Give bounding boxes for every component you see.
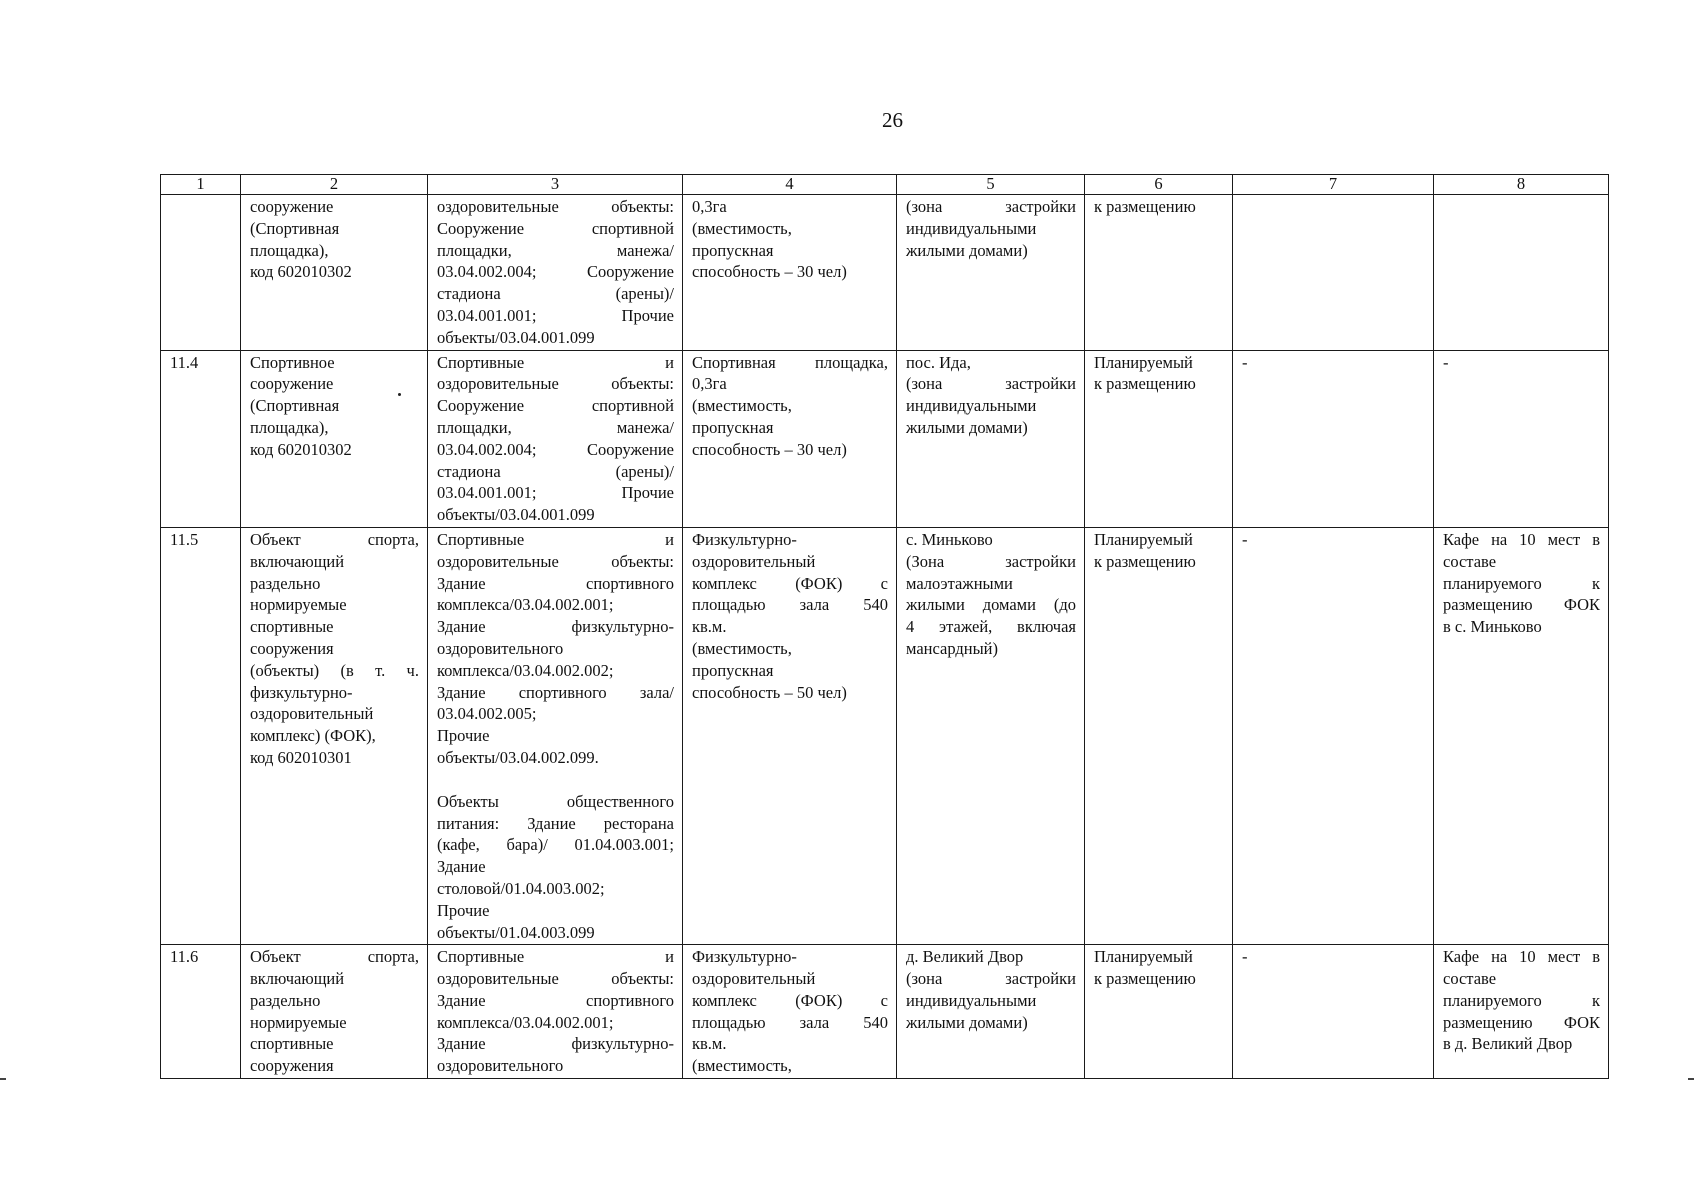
cell-line: объекты/03.04.001.099 xyxy=(437,327,595,347)
cell-word: к xyxy=(1591,990,1600,1010)
table-row xyxy=(161,195,1609,351)
cell-word: включая xyxy=(1017,617,1076,637)
cell-word: и xyxy=(665,947,674,967)
cell-line: (вместимость, xyxy=(692,638,792,658)
location-cell xyxy=(897,195,1085,351)
cell-word: объекты: xyxy=(611,374,674,394)
cell-line xyxy=(437,946,674,968)
cell-word: застройки xyxy=(1005,197,1076,216)
cell-line xyxy=(437,395,674,417)
cell-line xyxy=(906,551,1076,573)
cell-word: питания: xyxy=(437,813,500,833)
object-name-cell xyxy=(241,350,428,527)
cell-word: (арены)/ xyxy=(615,284,674,304)
cell-line: кв.м. xyxy=(692,617,727,637)
cell-line: с. Миньково xyxy=(906,529,993,549)
cell-word: размещению xyxy=(1443,1012,1533,1032)
table-row xyxy=(161,350,1609,527)
cell-line xyxy=(906,373,1076,395)
cell-line: жилыми домами) xyxy=(906,240,1028,260)
cell-word: мест xyxy=(1547,947,1581,967)
cell-word: общественного xyxy=(566,791,674,811)
cell-word: (арены)/ xyxy=(615,461,674,481)
cell-line: оздоровительный xyxy=(250,704,374,724)
cell-line: Физкультурно- xyxy=(692,529,797,549)
cell-line xyxy=(437,283,674,305)
cell-line xyxy=(1443,573,1600,595)
cell-word: на xyxy=(1491,947,1508,967)
object-name-cell xyxy=(241,195,428,351)
cell-word: Объект xyxy=(250,947,301,967)
cell-word: 01.04.003.001; xyxy=(574,835,674,855)
cell-line xyxy=(437,461,674,483)
blank-line xyxy=(437,769,674,791)
classification-cell xyxy=(428,945,683,1079)
classification-cell xyxy=(428,195,683,351)
cell-word: на xyxy=(1491,529,1508,549)
location-cell xyxy=(897,350,1085,527)
cell-line: оздоровительный xyxy=(692,969,816,989)
cell-word: (в xyxy=(340,660,354,680)
cell-word: (ФОК) xyxy=(795,573,843,593)
cell-word: спортивной xyxy=(591,218,674,238)
cell-line xyxy=(250,529,419,551)
cell-word: Кафе xyxy=(1443,947,1480,967)
column-number-7: 7 xyxy=(1233,175,1434,195)
cell-line: (вместимость, xyxy=(692,1056,792,1076)
cell-line xyxy=(437,373,674,395)
scan-edge-mark xyxy=(1688,1078,1694,1080)
column-number-4: 4 xyxy=(683,175,897,195)
cell-word: оздоровительные xyxy=(437,551,559,571)
cell-word: оздоровительные xyxy=(437,197,559,216)
column-number-row xyxy=(161,175,1609,195)
cell-word: ФОК xyxy=(1563,595,1600,615)
cell-line: объекты/01.04.003.099 xyxy=(437,922,595,942)
cell-word: 03.04.001.001; xyxy=(437,305,537,325)
scan-speck xyxy=(398,393,401,396)
cell-word: 540 xyxy=(863,1012,888,1032)
cell-word: Сооружение xyxy=(437,218,525,238)
cell-line: Спортивное xyxy=(250,352,335,372)
cell-line: способность – 50 чел) xyxy=(692,682,847,702)
cell-line xyxy=(437,305,674,327)
cell-line: пропускная xyxy=(692,660,774,680)
scan-edge-mark xyxy=(0,1078,6,1080)
cell-line xyxy=(906,968,1076,990)
cell-word: 03.04.002.004; xyxy=(437,262,537,282)
cell-word: жилыми xyxy=(906,595,965,615)
cell-word: (Зона xyxy=(906,551,945,571)
cell-line xyxy=(437,791,674,813)
row-number xyxy=(161,195,241,351)
column-number-2: 2 xyxy=(241,175,428,195)
cell-line: в д. Великий Двор xyxy=(1443,1034,1573,1054)
location-cell xyxy=(897,527,1085,944)
cell-word: Прочие xyxy=(621,305,674,325)
cell-line: спортивные xyxy=(250,617,334,637)
cell-line: код 602010302 xyxy=(250,439,352,459)
cell-line: Прочие xyxy=(437,726,490,746)
table-row xyxy=(161,527,1609,944)
cell-line: пос. Ида, xyxy=(906,352,971,372)
cell-line: комплекс) (ФОК), xyxy=(250,726,376,746)
column-number-6: 6 xyxy=(1085,175,1233,195)
cell-line xyxy=(1443,946,1600,968)
cell-word: Здание xyxy=(437,617,486,637)
cell-line: мансардный) xyxy=(906,638,998,658)
cell-line xyxy=(1443,529,1600,551)
cell-line: раздельно xyxy=(250,990,321,1010)
classification-cell xyxy=(428,527,683,944)
cell-word: Спортивные xyxy=(437,947,525,967)
cell-word: планируемого xyxy=(1443,990,1542,1010)
cell-line xyxy=(437,196,674,218)
cell-line xyxy=(437,261,674,283)
cell-line: спортивные xyxy=(250,1034,334,1054)
cell-line xyxy=(437,551,674,573)
cell-line xyxy=(437,616,674,638)
status-cell xyxy=(1085,527,1233,944)
cell-word: спортивного xyxy=(518,682,607,702)
cell-line: малоэтажными xyxy=(906,573,1013,593)
cell-word: площадки, xyxy=(437,240,512,260)
cell-word: застройки xyxy=(1005,374,1076,394)
cell-line: 0,3га xyxy=(692,374,727,394)
cell-line xyxy=(437,682,674,704)
cell-line: жилыми домами) xyxy=(906,417,1028,437)
cell-line: код 602010301 xyxy=(250,747,352,767)
cell-word: манежа/ xyxy=(616,240,674,260)
cell-line: - xyxy=(1242,529,1248,549)
cell-line: 03.04.002.005; xyxy=(437,704,537,724)
cell-word: (зона xyxy=(906,197,943,216)
cell-line: составе xyxy=(1443,969,1497,989)
cell-word: застройки xyxy=(1005,969,1076,989)
cell-word: (кафе, xyxy=(437,835,480,855)
cell-line: комплекса/03.04.002.001; xyxy=(437,1012,614,1032)
cell-line: включающий xyxy=(250,551,345,571)
cell-word: с xyxy=(880,990,888,1010)
cell-word: Объекты xyxy=(437,791,499,811)
table-row xyxy=(161,945,1609,1079)
notes-cell xyxy=(1434,350,1609,527)
cell-line xyxy=(437,968,674,990)
row-number: 11.4 xyxy=(161,350,241,527)
cell-word: площадью xyxy=(692,1012,766,1032)
cell-word: спортивного xyxy=(586,990,674,1010)
cell-line: в с. Миньково xyxy=(1443,617,1542,637)
column-number-1: 1 xyxy=(161,175,241,195)
cell-word: (зона xyxy=(906,969,943,989)
cell-word: Сооружение xyxy=(437,396,525,416)
column-7-cell xyxy=(1233,195,1434,351)
cell-word: спортивного xyxy=(586,573,674,593)
cell-word: объекты: xyxy=(611,969,674,989)
cell-word: ФОК xyxy=(1563,1012,1600,1032)
cell-line: оздоровительный xyxy=(692,551,816,571)
cell-word: площадки, xyxy=(437,417,512,437)
cell-word: планируемого xyxy=(1443,573,1542,593)
object-name-cell xyxy=(241,527,428,944)
cell-word: физкультурно- xyxy=(571,1034,674,1054)
status-cell xyxy=(1085,350,1233,527)
cell-word: комплекс xyxy=(692,573,757,593)
cell-word: Объект xyxy=(250,529,301,549)
cell-line: нормируемые xyxy=(250,595,347,615)
notes-cell xyxy=(1434,527,1609,944)
cell-line: индивидуальными xyxy=(906,218,1037,238)
cell-word: и xyxy=(665,529,674,549)
cell-line xyxy=(437,1033,674,1055)
cell-line xyxy=(692,594,888,616)
cell-line: комплекса/03.04.002.001; xyxy=(437,595,614,615)
characteristics-cell xyxy=(683,945,897,1079)
cell-word: Здание xyxy=(437,573,486,593)
cell-line: способность – 30 чел) xyxy=(692,262,847,282)
cell-line: (Спортивная xyxy=(250,396,340,416)
cell-line: комплекса/03.04.002.002; xyxy=(437,660,614,680)
cell-line: Здание xyxy=(437,857,486,877)
cell-line: площадка), xyxy=(250,240,329,260)
cell-line: площадка), xyxy=(250,417,329,437)
cell-line: Прочие xyxy=(437,900,490,920)
cell-line: индивидуальными xyxy=(906,396,1037,416)
cell-word: и xyxy=(665,352,674,372)
characteristics-cell xyxy=(683,195,897,351)
cell-word: Здание xyxy=(437,682,486,702)
cell-line: - xyxy=(1242,352,1248,372)
cell-line: составе xyxy=(1443,551,1497,571)
cell-line: Планируемый xyxy=(1094,352,1193,372)
cell-line: физкультурно- xyxy=(250,682,353,702)
cell-line xyxy=(906,616,1076,638)
cell-line xyxy=(1443,1012,1600,1034)
cell-line: - xyxy=(1242,947,1248,967)
cell-line xyxy=(250,946,419,968)
cell-word: зала xyxy=(799,1012,830,1032)
cell-line: Планируемый xyxy=(1094,529,1193,549)
cell-word: Кафе xyxy=(1443,529,1480,549)
column-number-5: 5 xyxy=(897,175,1085,195)
cell-line xyxy=(906,594,1076,616)
column-number-3: 3 xyxy=(428,175,683,195)
cell-line xyxy=(437,439,674,461)
cell-word: спортивной xyxy=(591,396,674,416)
cell-line: столовой/01.04.003.002; xyxy=(437,878,605,898)
status-cell xyxy=(1085,195,1233,351)
cell-word: т. xyxy=(375,660,386,680)
cell-line: (вместимость, xyxy=(692,396,792,416)
cell-line: к размещению xyxy=(1094,969,1196,989)
cell-line xyxy=(692,990,888,1012)
cell-line: д. Великий Двор xyxy=(906,947,1024,967)
column-7-cell xyxy=(1233,945,1434,1079)
cell-line xyxy=(437,529,674,551)
cell-line xyxy=(250,660,419,682)
cell-line: нормируемые xyxy=(250,1012,347,1032)
cell-word: объекты: xyxy=(611,551,674,571)
cell-line xyxy=(437,352,674,374)
notes-cell xyxy=(1434,945,1609,1079)
cell-line: способность – 30 чел) xyxy=(692,439,847,459)
cell-word: мест xyxy=(1547,529,1581,549)
status-cell xyxy=(1085,945,1233,1079)
cell-line xyxy=(437,834,674,856)
cell-word: ч. xyxy=(406,660,419,680)
cell-word: (зона xyxy=(906,374,943,394)
cell-line: (вместимость, xyxy=(692,218,792,238)
cell-word: Здание xyxy=(437,1034,486,1054)
cell-line: пропускная xyxy=(692,417,774,437)
cell-word: (объекты) xyxy=(250,660,320,680)
cell-word: 03.04.001.001; xyxy=(437,483,537,503)
cell-line: кв.м. xyxy=(692,1034,727,1054)
cell-word: комплекс xyxy=(692,990,757,1010)
cell-line: к размещению xyxy=(1094,197,1196,216)
cell-line xyxy=(437,813,674,835)
location-cell xyxy=(897,945,1085,1079)
classification-cell xyxy=(428,350,683,527)
cell-line: код 602010302 xyxy=(250,262,352,282)
cell-word: Сооружение xyxy=(586,439,674,459)
cell-line: оздоровительного xyxy=(437,1056,564,1076)
cell-word: бара)/ xyxy=(506,835,548,855)
cell-word: в xyxy=(1592,529,1600,549)
cell-line xyxy=(437,482,674,504)
cell-word: Спортивные xyxy=(437,352,525,372)
cell-line xyxy=(1443,594,1600,616)
cell-line: (Спортивная xyxy=(250,218,340,238)
cell-line xyxy=(437,417,674,439)
cell-line: оздоровительного xyxy=(437,638,564,658)
cell-line: сооружение xyxy=(250,197,334,216)
column-7-cell xyxy=(1233,350,1434,527)
column-number-8: 8 xyxy=(1434,175,1609,195)
cell-line: раздельно xyxy=(250,573,321,593)
notes-cell xyxy=(1434,195,1609,351)
cell-word: (ФОК) xyxy=(795,990,843,1010)
cell-line: объекты/03.04.001.099 xyxy=(437,505,595,525)
cell-line: жилыми домами) xyxy=(906,1012,1028,1032)
characteristics-cell xyxy=(683,350,897,527)
cell-word: в xyxy=(1592,947,1600,967)
cell-word: 10 xyxy=(1519,529,1536,549)
cell-word: оздоровительные xyxy=(437,969,559,989)
row-number: 11.6 xyxy=(161,945,241,1079)
cell-line: 0,3га xyxy=(692,197,727,216)
cell-word: с xyxy=(880,573,888,593)
cell-line: Физкультурно- xyxy=(692,947,797,967)
cell-line xyxy=(437,573,674,595)
cell-line xyxy=(906,196,1076,218)
cell-line: сооружения xyxy=(250,638,334,658)
cell-line: - xyxy=(1443,352,1449,372)
cell-line: сооружения xyxy=(250,1056,334,1076)
cell-line xyxy=(692,573,888,595)
cell-word: манежа/ xyxy=(616,417,674,437)
cell-line xyxy=(437,218,674,240)
page-number: 26 xyxy=(882,108,903,132)
cell-word: физкультурно- xyxy=(571,617,674,637)
cell-word: площадка, xyxy=(815,352,888,372)
cell-word: стадиона xyxy=(437,284,501,304)
row-number: 11.5 xyxy=(161,527,241,944)
cell-word: Здание xyxy=(437,990,486,1010)
cell-line: индивидуальными xyxy=(906,990,1037,1010)
objects-table xyxy=(160,174,1609,1079)
cell-line xyxy=(692,352,888,374)
cell-word: Прочие xyxy=(621,483,674,503)
cell-line: к размещению xyxy=(1094,551,1196,571)
cell-word: ресторана xyxy=(603,813,674,833)
cell-word: размещению xyxy=(1443,595,1533,615)
cell-word: объекты: xyxy=(611,197,674,216)
cell-line xyxy=(1443,990,1600,1012)
cell-line: объекты/03.04.002.099. xyxy=(437,747,599,767)
column-7-cell xyxy=(1233,527,1434,944)
cell-word: застройки xyxy=(1005,551,1076,571)
object-name-cell xyxy=(241,945,428,1079)
cell-line: к размещению xyxy=(1094,374,1196,394)
cell-word: домами xyxy=(982,595,1036,615)
cell-word: площадью xyxy=(692,595,766,615)
cell-word: спорта, xyxy=(367,947,419,967)
cell-word: стадиона xyxy=(437,461,501,481)
cell-word: 03.04.002.004; xyxy=(437,439,537,459)
cell-word: этажей, xyxy=(939,617,993,637)
cell-line: сооружение xyxy=(250,374,334,394)
cell-line: пропускная xyxy=(692,240,774,260)
cell-line xyxy=(692,1012,888,1034)
cell-word: зала xyxy=(799,595,830,615)
cell-word: (до xyxy=(1053,595,1076,615)
cell-word: зала/ xyxy=(639,682,674,702)
cell-word: оздоровительные xyxy=(437,374,559,394)
cell-word: Здание xyxy=(527,813,576,833)
cell-word: Спортивная xyxy=(692,352,776,372)
cell-word: 540 xyxy=(863,595,888,615)
cell-word: 10 xyxy=(1519,947,1536,967)
cell-line: включающий xyxy=(250,969,345,989)
cell-line xyxy=(437,990,674,1012)
characteristics-cell xyxy=(683,527,897,944)
cell-word: 4 xyxy=(906,617,915,637)
cell-line: Планируемый xyxy=(1094,947,1193,967)
cell-word: к xyxy=(1591,573,1600,593)
cell-line xyxy=(437,240,674,262)
cell-word: Сооружение xyxy=(586,262,674,282)
cell-word: спорта, xyxy=(367,529,419,549)
cell-word: Спортивные xyxy=(437,529,525,549)
